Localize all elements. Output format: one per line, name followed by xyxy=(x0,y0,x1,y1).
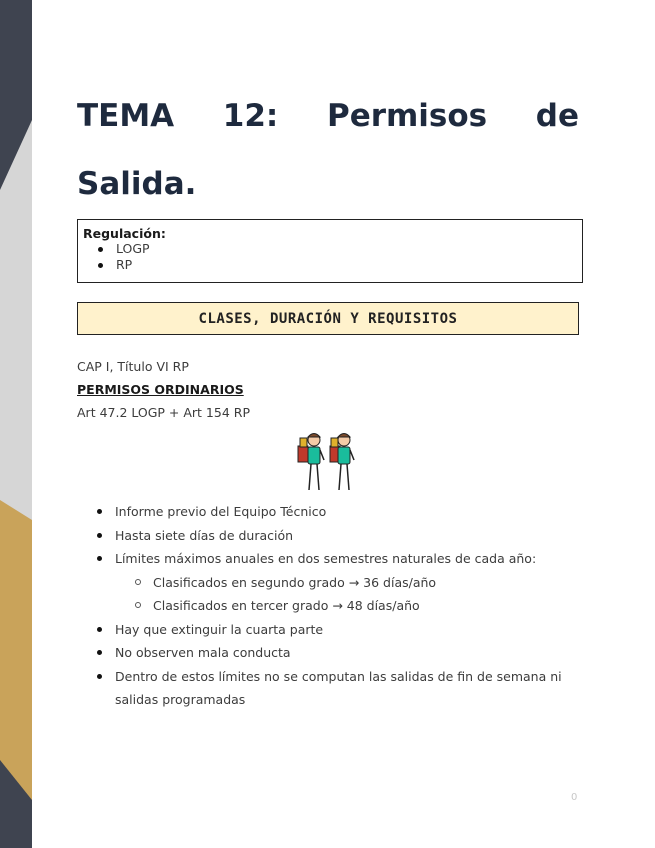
bullet-dot xyxy=(97,650,102,655)
list-item-text: Dentro de estos límites no se computan las salidas de fin de semana ni salidas programadas xyxy=(115,668,562,707)
regulation-item-label: LOGP xyxy=(116,241,150,256)
bullet-dot xyxy=(97,509,102,514)
list-item xyxy=(77,524,587,548)
list-item-text: Hasta siete días de duración xyxy=(115,527,294,543)
chapter-reference: CAP I, Título VI RP xyxy=(77,359,189,374)
document-page xyxy=(32,0,655,848)
article-reference: Art 47.2 LOGP + Art 154 RP xyxy=(77,405,250,420)
sub-list-item xyxy=(115,594,587,618)
sub-list-item xyxy=(115,571,587,595)
sub-list-item-text: Clasificados en segundo grado → 36 días/año xyxy=(153,574,437,590)
bullet-dot xyxy=(98,263,103,268)
regulation-item-label: RP xyxy=(116,257,133,272)
requirements-list xyxy=(77,500,587,712)
regulation-list xyxy=(82,241,582,273)
title-word: Permisos xyxy=(326,98,488,134)
page-title xyxy=(77,82,579,218)
title-word: TEMA xyxy=(77,98,175,134)
bullet-dot xyxy=(97,674,102,679)
hikers-illustration-icon xyxy=(296,428,360,496)
section-banner: CLASES, DURACIÓN Y REQUISITOS xyxy=(77,302,579,335)
list-item-text: Hay que extinguir la cuarta parte xyxy=(115,621,324,637)
list-item xyxy=(77,641,587,665)
regulation-item xyxy=(98,257,582,273)
hollow-bullet xyxy=(135,579,141,585)
sub-list xyxy=(115,571,587,618)
bullet-dot xyxy=(97,556,102,561)
regulation-item xyxy=(98,241,582,257)
regulation-heading: Regulación: xyxy=(83,226,166,241)
list-item xyxy=(77,500,587,524)
regulation-box xyxy=(77,219,583,283)
title-word: de xyxy=(535,98,579,134)
bullet-dot xyxy=(97,533,102,538)
side-decoration xyxy=(0,0,32,848)
title-word: 12: xyxy=(222,98,279,134)
bullet-dot xyxy=(97,627,102,632)
list-item-text: Límites máximos anuales en dos semestres naturales de cada año: xyxy=(115,551,537,566)
list-item xyxy=(77,665,587,712)
hollow-bullet xyxy=(135,602,141,608)
page-number: 0 xyxy=(571,792,578,803)
bullet-dot xyxy=(98,247,103,252)
list-item xyxy=(77,547,587,618)
title-line2: Salida. xyxy=(77,166,197,202)
section-heading: PERMISOS ORDINARIOS xyxy=(77,382,244,397)
list-item-text: Informe previo del Equipo Técnico xyxy=(115,504,327,519)
list-item-text: No observen mala conducta xyxy=(115,645,291,660)
list-item xyxy=(77,618,587,642)
sub-list-item-text: Clasificados en tercer grado → 48 días/año xyxy=(153,598,420,613)
